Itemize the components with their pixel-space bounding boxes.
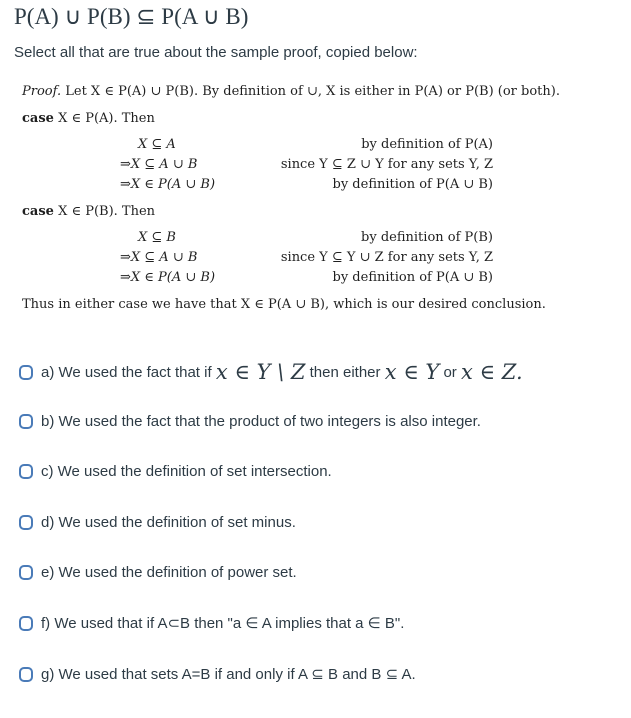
option-b[interactable] — [19, 413, 481, 430]
option-c[interactable] — [19, 463, 332, 480]
option-e-checkbox[interactable] — [19, 565, 33, 580]
case-1-reason-2: since Y ⊆ Z ∪ Y for any sets Y, Z — [280, 157, 493, 172]
option-a-prefix: a) We used the fact that if — [41, 363, 212, 381]
case-1-label: case — [22, 111, 54, 126]
case-2-step-2: ⇒X ⊆ A ∪ B — [120, 250, 198, 265]
option-e-label: e) We used the definition of power set. — [41, 564, 297, 581]
option-a-middle: then either — [309, 363, 381, 381]
option-a-or: or — [443, 363, 457, 381]
option-a[interactable] — [19, 360, 523, 384]
option-c-checkbox[interactable] — [19, 464, 33, 479]
option-a-math-2: x ∈ Y — [384, 360, 440, 384]
option-d[interactable] — [19, 514, 296, 531]
option-g[interactable] — [19, 665, 416, 683]
question-instructions: Select all that are true about the sample proof, copied below: — [14, 44, 418, 61]
option-f[interactable] — [19, 614, 404, 632]
case-2-reason-1: by definition of P(B) — [361, 230, 493, 245]
case-2-step-1: X ⊆ B — [138, 230, 176, 245]
case-1-step-2: ⇒X ⊆ A ∪ B — [120, 157, 198, 172]
proof-conclusion: Thus in either case we have that X ∈ P(A ∪ B), which is our desired conclusion. — [22, 297, 546, 312]
proof-intro — [22, 84, 560, 99]
case-1-step-1: X ⊆ A — [138, 137, 176, 152]
option-b-label: b) We used the fact that the product of two integers is also integer. — [41, 413, 481, 430]
option-g-checkbox[interactable] — [19, 667, 33, 682]
case-1-reason-1: by definition of P(A) — [361, 137, 493, 152]
case-2-header — [22, 204, 155, 219]
option-f-label: f) We used that if A⊂B then "a ∈ A implies that a ∈ B". — [41, 615, 405, 632]
option-g-label: g) We used that sets A=B if and only if A ⊆ B and B ⊆ A. — [41, 666, 416, 683]
proof-label: Proof. — [22, 84, 62, 99]
option-a-math-3: x ∈ Z. — [460, 360, 523, 384]
case-2-text: X ∈ P(B). Then — [58, 204, 156, 219]
case-2-label: case — [22, 204, 54, 219]
case-1-reason-3: by definition of P(A ∪ B) — [332, 177, 493, 192]
question-title: P(A) ∪ P(B) ⊆ P(A ∪ B) — [14, 4, 249, 29]
option-a-checkbox[interactable] — [19, 365, 33, 380]
case-1-header — [22, 111, 155, 126]
option-c-label: c) We used the definition of set intersection. — [41, 463, 332, 480]
option-a-math-1: x ∈ Y \ Z — [215, 360, 306, 384]
case-1-text: X ∈ P(A). Then — [58, 111, 155, 126]
option-d-label: d) We used the definition of set minus. — [41, 514, 296, 531]
option-f-checkbox[interactable] — [19, 616, 33, 631]
option-e[interactable] — [19, 564, 297, 581]
case-1-step-3: ⇒X ∈ P(A ∪ B) — [120, 177, 216, 192]
option-b-checkbox[interactable] — [19, 414, 33, 429]
case-2-step-3: ⇒X ∈ P(A ∪ B) — [120, 270, 216, 285]
case-2-reason-3: by definition of P(A ∪ B) — [332, 270, 493, 285]
option-d-checkbox[interactable] — [19, 515, 33, 530]
proof-intro-text: Let X ∈ P(A) ∪ P(B). By definition of ∪, X is either in P(A) or P(B) (or both). — [65, 84, 560, 99]
case-2-reason-2: since Y ⊆ Y ∪ Z for any sets Y, Z — [280, 250, 493, 265]
